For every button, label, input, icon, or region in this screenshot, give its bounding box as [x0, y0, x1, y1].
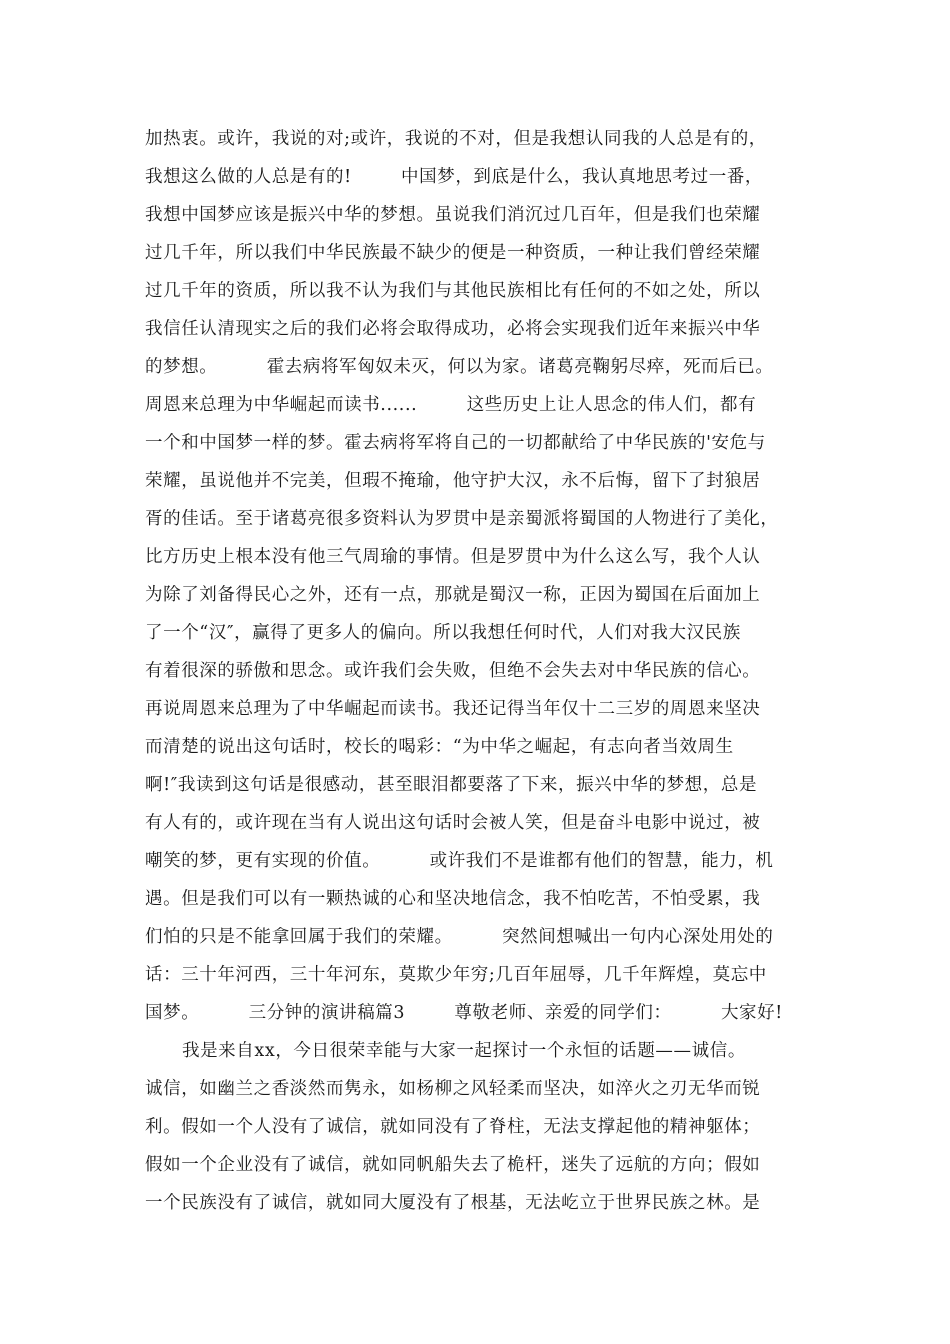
text-line: 我是来自xx，今日很荣幸能与大家一起探讨一个永恒的话题——诚信。	[145, 1041, 746, 1061]
text-line: 而清楚的说出这句话时，校长的喝彩：“为中华之崛起，有志向者当效周生	[145, 737, 734, 757]
text-line: 假如一个企业没有了诚信，就如同帆船失去了桅杆，迷失了远航的方向；假如	[145, 1155, 761, 1175]
text-line: 荣耀，虽说他并不完美，但瑕不掩瑜，他守护大汉，永不后悔，留下了封狼居	[145, 471, 761, 491]
text-line: 一个和中国梦一样的梦。霍去病将军将自己的一切都献给了中华民族的'安危与	[145, 433, 766, 453]
text-line: 为除了刘备得民心之外，还有一点，那就是蜀汉一称，正因为蜀国在后面加上	[145, 585, 761, 605]
text-line: 利。假如一个人没有了诚信，就如同没有了脊柱，无法支撑起他的精神躯体；	[145, 1117, 761, 1137]
text-line: 国梦。 三分钟的演讲稿篇3 尊敬老师、亲爱的同学们： 大家好!	[145, 1003, 783, 1023]
text-line: 加热衷。或许，我说的对;或许，我说的不对，但是我想认同我的人总是有的，	[145, 129, 767, 149]
text-line: 比方历史上根本没有他三气周瑜的事情。但是罗贯中为什么这么写，我个人认	[145, 547, 761, 567]
text-line: 有着很深的骄傲和思念。或许我们会失败，但绝不会失去对中华民族的信心。	[145, 661, 761, 681]
text-line: 遇。但是我们可以有一颗热诚的心和坚决地信念，我不怕吃苦，不怕受累，我	[145, 889, 761, 909]
text-line: 再说周恩来总理为了中华崛起而读书。我还记得当年仅十二三岁的周恩来坚决	[145, 699, 761, 719]
text-line: 的梦想。 霍去病将军匈奴未灭，何以为家。诸葛亮鞠躬尽瘁，死而后已。	[145, 357, 774, 377]
text-line: 了一个“汉″，赢得了更多人的偏向。所以我想任何时代，人们对我大汉民族	[145, 623, 741, 643]
text-line: 我想这么做的人总是有的! 中国梦，到底是什么，我认真地思考过一番，	[145, 167, 764, 187]
text-line: 嘲笑的梦，更有实现的价值。 或许我们不是谁都有他们的智慧，能力，机	[145, 851, 774, 871]
text-line: 有人有的，或许现在当有人说出这句话时会被人笑，但是奋斗电影中说过，被	[145, 813, 761, 833]
text-line: 诚信，如幽兰之香淡然而隽永，如杨柳之风轻柔而坚决，如淬火之刃无华而锐	[145, 1079, 761, 1099]
text-line: 我想中国梦应该是振兴中华的梦想。虽说我们消沉过几百年，但是我们也荣耀	[145, 205, 761, 225]
text-line: 过几千年的资质，所以我不认为我们与其他民族相比有任何的不如之处，所以	[145, 281, 761, 301]
text-line: 我信任认清现实之后的我们必将会取得成功，必将会实现我们近年来振兴中华	[145, 319, 761, 339]
text-line: 周恩来总理为中华崛起而读书...... 这些历史上让人思念的伟人们，都有	[145, 395, 757, 415]
text-line: 胥的佳话。至于诸葛亮很多资料认为罗贯中是亲蜀派将蜀国的人物进行了美化，	[145, 509, 779, 529]
text-line: 啊!″我读到这句话是很感动，甚至眼泪都要落了下来，振兴中华的梦想，总是	[145, 775, 758, 795]
text-line: 话：三十年河西，三十年河东，莫欺少年穷;几百年屈辱，几千年辉煌，莫忘中	[145, 965, 767, 985]
text-line: 过几千年，所以我们中华民族最不缺少的便是一种资质，一种让我们曾经荣耀	[145, 243, 761, 263]
text-line: 一个民族没有了诚信，就如同大厦没有了根基，无法屹立于世界民族之林。是	[145, 1193, 761, 1213]
text-line: 们怕的只是不能拿回属于我们的荣耀。 突然间想喊出一句内心深处用处的	[145, 927, 774, 947]
body-text	[145, 120, 825, 1222]
